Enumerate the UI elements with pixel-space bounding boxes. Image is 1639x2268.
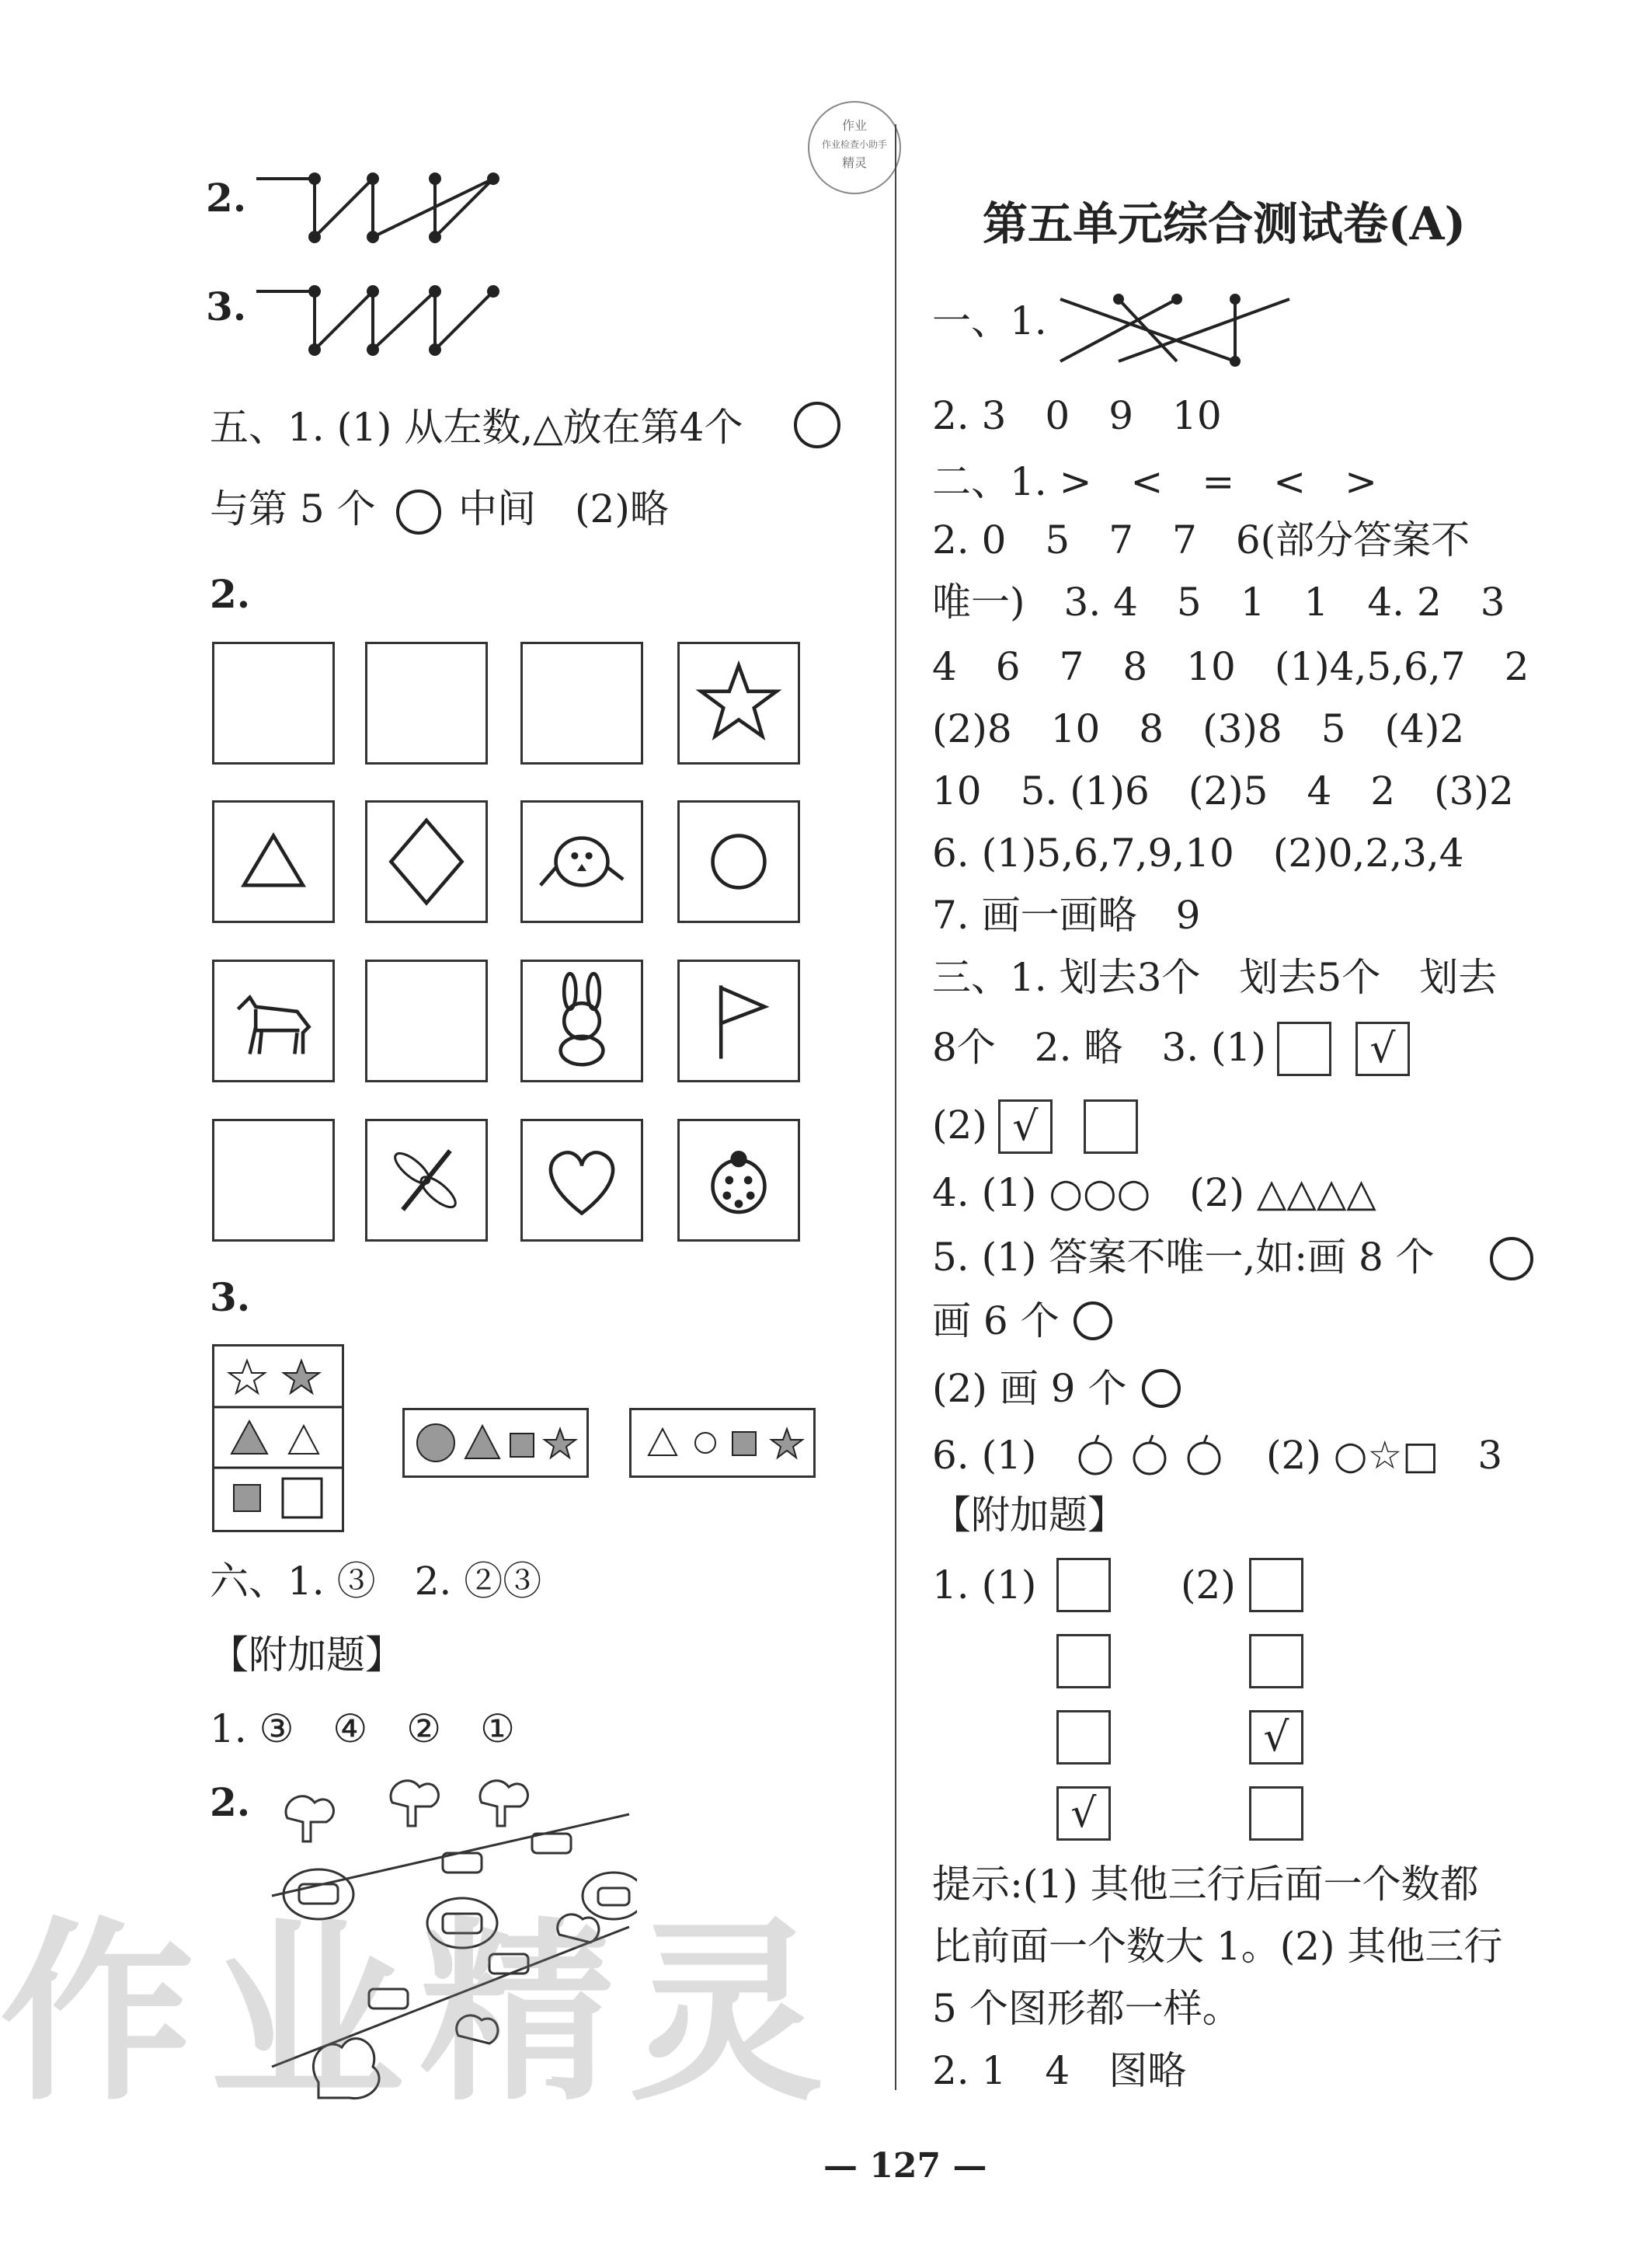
grid-cell-bird bbox=[520, 800, 643, 923]
shape-row-1 bbox=[405, 1410, 586, 1475]
circle-icon bbox=[396, 489, 441, 535]
zigzag-lines-q3 bbox=[249, 272, 505, 357]
grid-cell-empty bbox=[212, 1119, 335, 1242]
grid-cell-empty bbox=[365, 642, 488, 765]
answer-line-6: (2)8 10 8 (3)8 5 (4)2 bbox=[932, 706, 1465, 751]
ladybug-icon bbox=[680, 1121, 798, 1239]
shape-sort-box bbox=[212, 1344, 344, 1532]
answer-line-2: 二、1. > < = < > bbox=[932, 459, 1378, 504]
grid-cell-circle bbox=[677, 800, 800, 923]
rabbit-icon bbox=[523, 962, 641, 1080]
right-fujia-title: 【附加题】 bbox=[932, 1493, 1126, 1538]
grid-cell-heart bbox=[520, 1119, 643, 1242]
grid-cell-empty bbox=[520, 642, 643, 765]
sorted-shapes bbox=[214, 1347, 342, 1530]
fj-box-2-2 bbox=[1249, 1634, 1303, 1688]
grid-cell-dragonfly bbox=[365, 1119, 488, 1242]
stamp-logo bbox=[808, 101, 901, 194]
diamond-icon bbox=[367, 803, 485, 921]
left-fujia-2-label: 2. bbox=[210, 1779, 251, 1825]
answer-line-3: 2. 0 5 7 7 6(部分答案不 bbox=[932, 517, 1470, 563]
grid-cell-triangle bbox=[212, 800, 335, 923]
circle-icon bbox=[1142, 1369, 1181, 1408]
fj-box-1-3 bbox=[1056, 1710, 1111, 1765]
fj-box-2-4 bbox=[1249, 1786, 1303, 1841]
answer-4: 4. (1) ○○○ (2) △△△△ bbox=[932, 1170, 1376, 1215]
answer-line-7: 10 5. (1)6 (2)5 4 2 (3)2 bbox=[932, 768, 1514, 813]
answer-5b: 画 6 个 bbox=[932, 1298, 1060, 1343]
page-number: — 127 — bbox=[823, 2146, 987, 2186]
stamp-text-3: 精灵 bbox=[841, 155, 867, 170]
grid-cell-star bbox=[677, 642, 800, 765]
answer-box-empty bbox=[1277, 1022, 1331, 1076]
wu-3-label: 3. bbox=[210, 1274, 251, 1320]
left-fujia-title: 【附加题】 bbox=[210, 1632, 404, 1677]
answer-line-4: 唯一) 3. 4 5 1 1 4. 2 3 bbox=[932, 580, 1505, 625]
circle-icon bbox=[794, 402, 840, 448]
answer-box-checked: √ bbox=[998, 1099, 1053, 1154]
yi-1-label: 一、1. bbox=[932, 298, 1047, 343]
wu-2-label: 2. bbox=[210, 571, 251, 617]
circle-icon bbox=[1490, 1237, 1533, 1280]
liu-answer: 六、1. ③ 2. ②③ bbox=[210, 1559, 542, 1604]
q2-label: 2. bbox=[206, 175, 247, 221]
hint-line-1: 提示:(1) 其他三行后面一个数都 bbox=[932, 1862, 1479, 1907]
grid-cell-empty bbox=[365, 960, 488, 1082]
answer-5a: 5. (1) 答案不唯一,如:画 8 个 bbox=[932, 1235, 1435, 1280]
circle-icon bbox=[680, 803, 798, 921]
zigzag-lines-q2 bbox=[249, 163, 505, 249]
dragonfly-icon bbox=[367, 1121, 485, 1239]
star-icon bbox=[680, 644, 798, 762]
hint-line-3: 5 个图形都一样。 bbox=[932, 1986, 1241, 2031]
grid-cell-diamond bbox=[365, 800, 488, 923]
shape-row-box-2 bbox=[629, 1408, 816, 1478]
answer-line-10: 三、1. 划去3个 划去5个 划去 bbox=[932, 955, 1498, 1000]
triangle-icon bbox=[214, 803, 332, 921]
watermark-text: 作业精灵 bbox=[0, 1900, 839, 2127]
fj-1-2-label: (2) bbox=[1181, 1563, 1236, 1608]
wu-1-line2b: 中间 (2)略 bbox=[458, 486, 669, 531]
shape-row-box-1 bbox=[402, 1408, 589, 1478]
answer-6a: 6. (1) bbox=[932, 1433, 1037, 1478]
fj-box-1-1 bbox=[1056, 1558, 1111, 1612]
heart-icon bbox=[523, 1121, 641, 1239]
q3-label: 3. bbox=[206, 284, 247, 329]
horse-icon bbox=[214, 962, 332, 1080]
answer-6b: (2) ○☆□ 3 bbox=[1266, 1433, 1503, 1478]
shape-row-2 bbox=[632, 1410, 813, 1475]
bird-icon bbox=[523, 803, 641, 921]
san-3-2-label: (2) bbox=[932, 1103, 987, 1148]
circle-icon bbox=[1074, 1301, 1112, 1340]
grid-cell-horse bbox=[212, 960, 335, 1082]
grid-cell-empty bbox=[212, 642, 335, 765]
left-fujia-1: 1. ③ ④ ② ① bbox=[210, 1706, 515, 1751]
column-divider bbox=[895, 124, 896, 2090]
test-title: 第五单元综合测试卷(A) bbox=[983, 197, 1466, 250]
fj-box-1-4-checked: √ bbox=[1056, 1786, 1111, 1841]
answer-line-8: 6. (1)5,6,7,9,10 (2)0,2,3,4 bbox=[932, 831, 1464, 876]
wu-1-line2a: 与第 5 个 bbox=[210, 486, 376, 531]
answer-line-11: 8个 2. 略 3. (1) bbox=[932, 1025, 1266, 1070]
fj-box-2-1 bbox=[1249, 1558, 1303, 1612]
fj-box-2-3-checked: √ bbox=[1249, 1710, 1303, 1765]
cross-matching-lines bbox=[1053, 287, 1301, 373]
grid-cell-rabbit bbox=[520, 960, 643, 1082]
wu-1-line1: 五、1. (1) 从左数,△放在第4个 bbox=[210, 405, 743, 450]
hint-line-2: 比前面一个数大 1。(2) 其他三行 bbox=[932, 1924, 1503, 1969]
answer-line-5: 4 6 7 8 10 (1)4,5,6,7 2 bbox=[932, 644, 1529, 689]
stamp-text-2: 作业检查小助手 bbox=[821, 139, 887, 150]
fj-1-1-label: 1. (1) bbox=[932, 1563, 1037, 1608]
fj-box-1-2 bbox=[1056, 1634, 1111, 1688]
grid-cell-ladybug bbox=[677, 1119, 800, 1242]
grid-cell-flag bbox=[677, 960, 800, 1082]
stamp-text-1: 作业 bbox=[841, 118, 867, 133]
answer-5c: (2) 画 9 个 bbox=[932, 1366, 1127, 1411]
apple-icons bbox=[1072, 1434, 1243, 1480]
answer-line-9: 7. 画一画略 9 bbox=[932, 893, 1201, 938]
answer-box-empty bbox=[1084, 1099, 1138, 1154]
fj-2-answer: 2. 1 4 图略 bbox=[932, 2048, 1187, 2093]
answer-box-checked: √ bbox=[1355, 1022, 1410, 1076]
answer-line-1: 2. 3 0 9 10 bbox=[932, 393, 1222, 438]
flag-icon bbox=[680, 962, 798, 1080]
